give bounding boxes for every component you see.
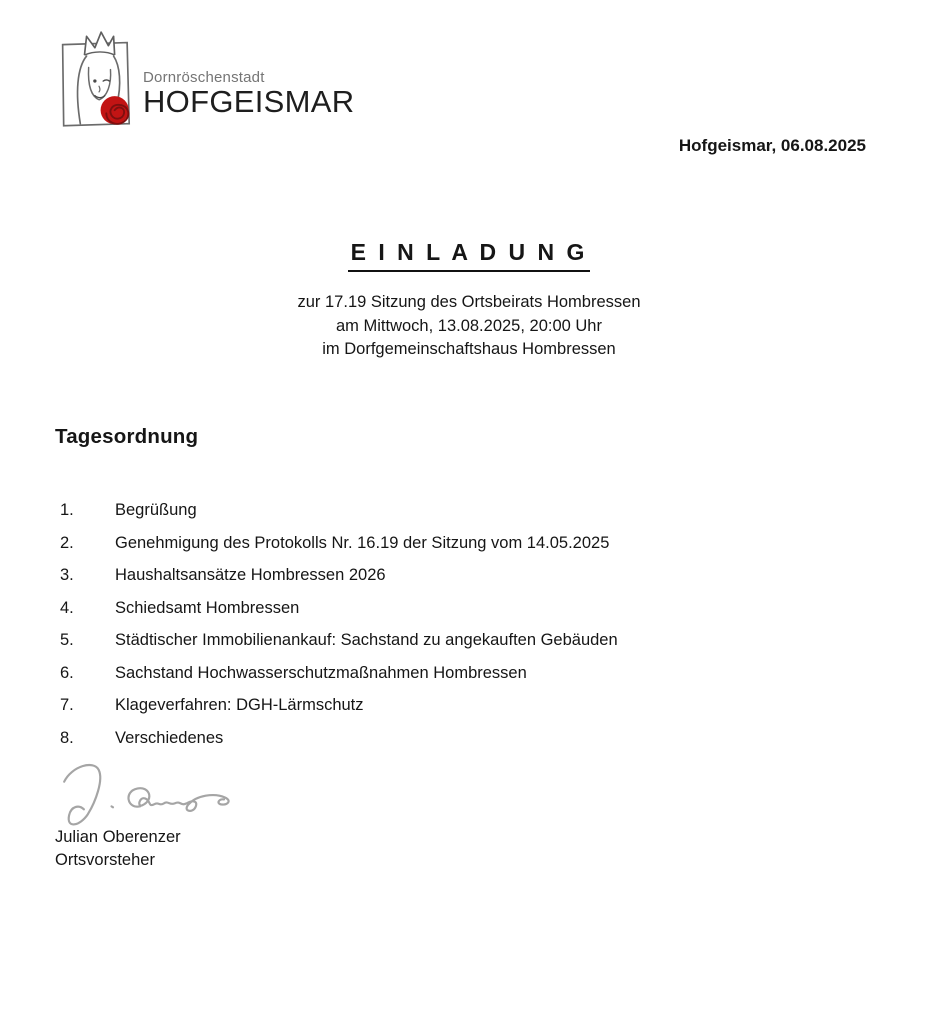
agenda-item-text: Schiedsamt Hombressen [115,598,300,617]
rose-icon [101,96,129,124]
agenda-item-number: 8. [60,728,74,747]
signer-name: Julian Oberenzer [55,828,181,846]
signer-block [55,826,181,871]
agenda-item-text: Genehmigung des Protokolls Nr. 16.19 der Sitzung vom 14.05.2025 [115,533,610,552]
agenda-item-number: 4. [60,598,74,617]
logo-town-type: Dornröschenstadt [143,69,265,86]
agenda-item-text: Verschiedenes [115,728,224,747]
agenda-item-number: 3. [60,566,74,584]
agenda-heading: Tagesordnung [55,425,199,448]
agenda-item-number: 1. [60,501,74,519]
signer-role: Ortsvorsteher [55,850,155,869]
place-date-line: Hofgeismar, 06.08.2025 [678,136,866,155]
agenda-item-text: Städtischer Immobilienankauf: Sachstand zu angekauften Gebäuden [115,631,618,649]
agenda-item-text: Begrüßung [115,501,197,519]
invitation-title-wrap [0,239,938,272]
handwritten-signature-icon [46,758,254,832]
agenda-item [60,533,898,555]
agenda-item-number: 2. [60,533,74,552]
agenda-item [60,565,898,587]
agenda-item [60,500,898,522]
sleeping-beauty-sketch-icon [55,28,141,132]
agenda-item-text: Sachstand Hochwasserschutzmaßnahmen Hombressen [115,663,527,682]
meeting-intro [0,291,938,362]
hofgeismar-logo [55,28,354,132]
logo-town-name: HOFGEISMAR [143,84,355,119]
agenda-item-text: Klageverfahren: DGH-Lärmschutz [115,696,364,714]
agenda-item [60,695,898,717]
agenda-item-number: 6. [60,663,74,682]
agenda-item-number: 5. [60,631,74,649]
agenda-list [60,500,898,749]
agenda-item [60,728,898,750]
meeting-intro-line-2: am Mittwoch, 13.08.2025, 20:00 Uhr [336,316,602,335]
agenda-item-text: Haushaltsansätze Hombressen 2026 [115,566,386,584]
agenda-item [60,630,898,652]
logo-wordmark [143,70,354,117]
agenda-item [60,598,898,620]
meeting-intro-line-1: zur 17.19 Sitzung des Ortsbeirats Hombressen [297,293,641,311]
invitation-title: E I N L A D U N G [348,239,591,272]
meeting-intro-line-3: im Dorfgemeinschaftshaus Hombressen [322,340,616,358]
agenda-item [60,663,898,685]
agenda-item-number: 7. [60,696,74,714]
